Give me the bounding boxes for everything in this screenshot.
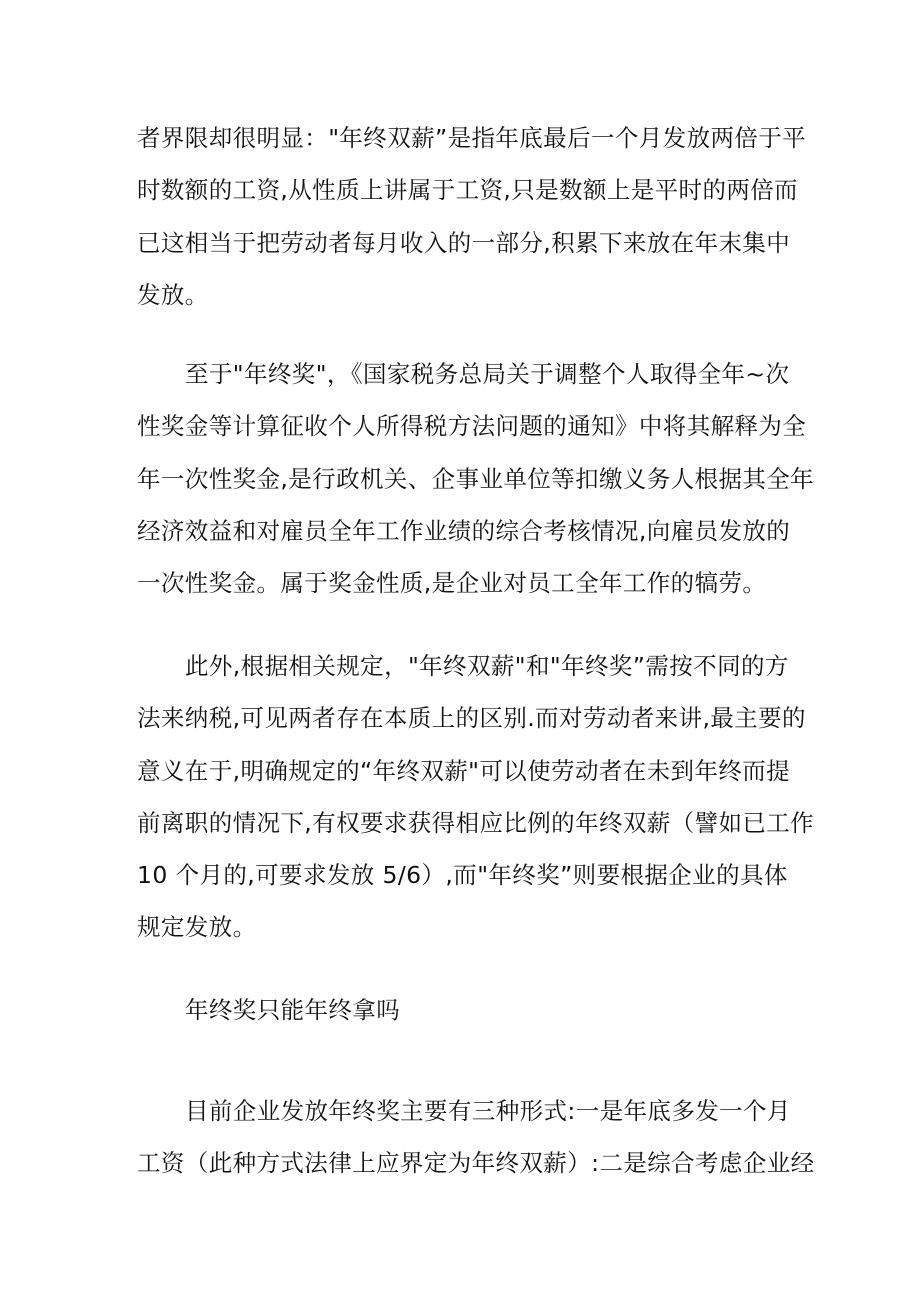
paragraph-tax-difference — [137, 640, 815, 954]
text-line: 法来纳税,可见两者存在本质上的区别.而对劳动者来讲,最主要的 — [137, 704, 806, 733]
text-line: 10 个月的,可要求发放 5/6）,而"年终奖”则要根据企业的具体 — [137, 861, 788, 890]
text-line: 意义在于,明确规定的“年终双薪"可以使劳动者在未到年终而提 — [137, 756, 791, 785]
text-line: 已这相当于把劳动者每月收入的一部分,积累下来放在年末集中 — [137, 228, 791, 257]
text-line: 者界限却很明显："年终双薪”是指年底最后一个月发放两倍于平 — [137, 124, 807, 152]
text-line: 发放。 — [137, 280, 209, 309]
text-line: 规定发放。 — [137, 913, 257, 942]
text-line: 此外,根据相关规定，"年终双薪"和"年终奖”需按不同的方 — [185, 652, 789, 680]
paragraph-double-salary-definition — [137, 112, 807, 321]
text-line: 时数额的工资,从性质上讲属于工资,只是数额上是平时的两倍而 — [137, 176, 799, 205]
text-line: 前离职的情况下,有权要求获得相应比例的年终双薪（譬如已工作 — [137, 808, 815, 837]
section-heading: 年终奖只能年终拿吗 — [185, 996, 401, 1024]
text-line: 至于"年终奖"，《国家税务总局关于调整个人取得全年~次 — [185, 360, 790, 388]
paragraph-bonus-forms — [137, 1085, 815, 1190]
text-line: 一次性奖金。属于奖金性质,是企业对员工全年工作的犒劳。 — [137, 569, 767, 598]
text-line: 经济效益和对雇员全年工作业绩的综合考核情况,向雇员发放的 — [137, 516, 791, 545]
text-line: 年一次性奖金,是行政机关、企事业单位等扣缴义务人根据其全年 — [137, 464, 815, 493]
paragraph-year-end-bonus-definition — [137, 348, 815, 609]
text-line: 目前企业发放年终奖主要有三种形式:一是年底多发一个月 — [185, 1097, 791, 1125]
text-line: 工资（此种方式法律上应界定为年终双薪）:二是综合考虑企业经 — [137, 1149, 815, 1178]
text-line: 性奖金等计算征收个人所得税方法问题的通知》中将其解释为全 — [137, 412, 807, 441]
